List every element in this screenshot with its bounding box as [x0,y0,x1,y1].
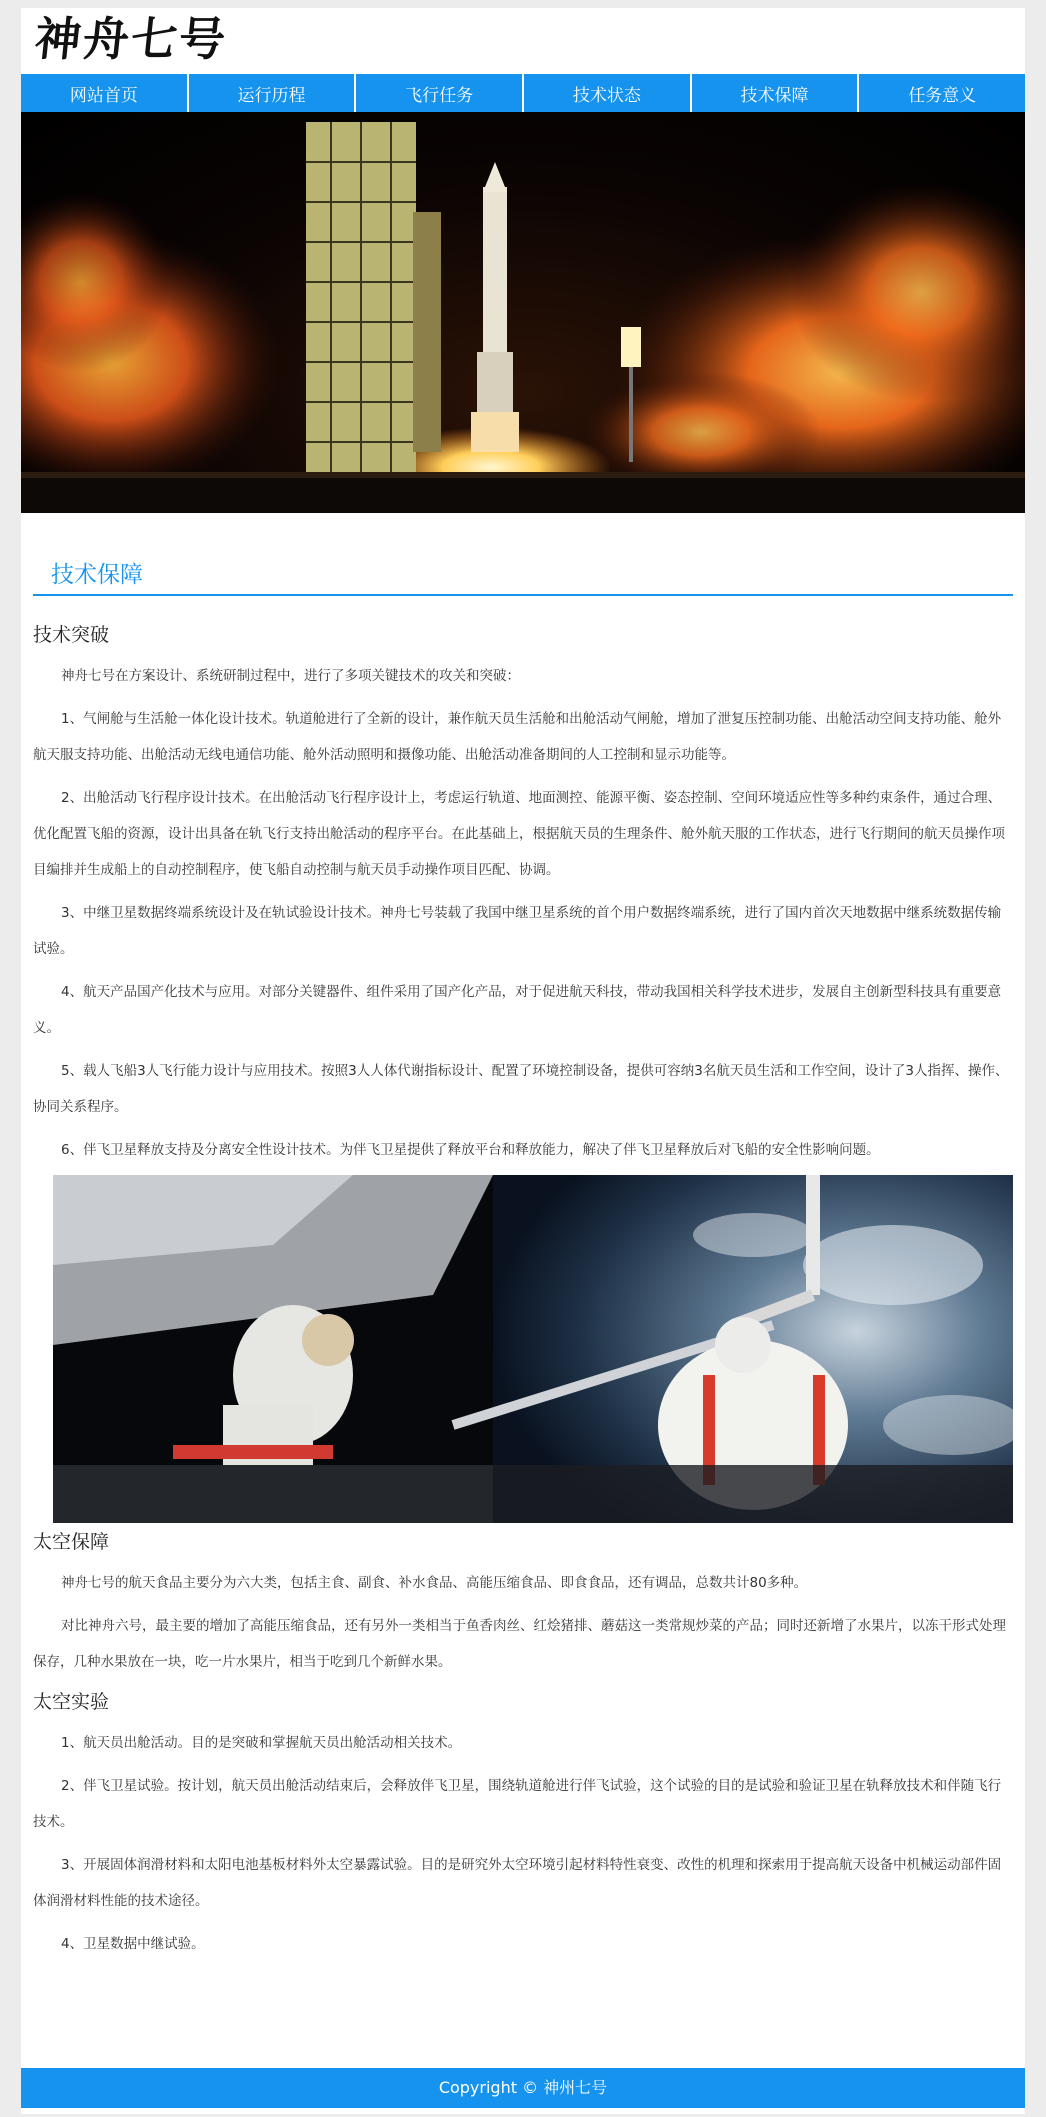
site-logo[interactable]: 神舟七号 [32,12,230,66]
paragraph: 神舟七号在方案设计、系统研制过程中，进行了多项关键技术的攻关和突破： [61,668,520,684]
footer-copyright: Copyright © 神州七号 [21,2068,1025,2108]
paragraph: 3、中继卫星数据终端系统设计及在轨试验设计技术。神舟七号装载了我国中继卫星系统的首个用户数据终端系统，进行了国内首次天地数据中继系统数据传输试验。 [33,905,1002,957]
heading-breakthrough: 技术突破 [33,624,110,646]
paragraph: 2、出舱活动飞行程序设计技术。在出舱活动飞行程序设计上，考虑运行轨道、地面测控、能源平衡、姿态控制、空间环境适应性等多种约束条件，通过合理、优化配置飞船的资源，设计出具备在轨飞行支持出舱活动的程序平台。在此基础上，根据航天员的生理条件、舱外航天服的工作状态，进行飞行期间的航天员操作项目编排并生成船上的自动控制程序，使飞船自动控制与航天员手动操作项目匹配、协调。 [33,790,1005,878]
paragraph: 4、卫星数据中继试验。 [61,1936,205,1952]
paragraph: 4、航天产品国产化技术与应用。对部分关键器件、组件采用了国产化产品，对于促进航天科技，带动我国相关科学技术进步，发展自主创新型科技具有重要意义。 [33,984,1002,1036]
nav-item-history[interactable]: 运行历程 [189,74,357,118]
paragraph: 1、航天员出舱活动。目的是突破和掌握航天员出舱活动相关技术。 [61,1735,462,1751]
paragraph: 6、伴飞卫星释放支持及分离安全性设计技术。为伴飞卫星提供了释放平台和释放能力，解决了伴飞卫星释放后对飞船的安全性影响问题。 [61,1142,880,1158]
nav-item-significance[interactable]: 任务意义 [908,86,977,106]
nav-item-tech-status[interactable]: 技术状态 [524,74,692,118]
heading-space-support: 太空保障 [33,1531,110,1553]
page-container [21,8,1025,2114]
section-divider [33,594,1013,596]
rocket-launch-photo [21,112,1025,513]
heading-space-experiments: 太空实验 [33,1691,110,1713]
article-content [33,620,1013,1969]
nav-item-mission[interactable]: 飞行任务 [356,74,524,118]
spacewalk-illustration [53,1175,1013,1523]
rocket-launch-illustration [21,112,1025,513]
spacewalk-photo [53,1175,1013,1523]
paragraph: 神舟七号的航天食品主要分为六大类，包括主食、副食、补水食品、高能压缩食品、即食食品，还有调品，总数共计80多种。 [61,1575,808,1591]
paragraph: 1、气闸舱与生活舱一体化设计技术。轨道舱进行了全新的设计，兼作航天员生活舱和出舱活动气闸舱，增加了泄复压控制功能、出舱活动空间支持功能、舱外航天服支持功能、出舱活动无线电通信功能、舱外活动照明和摄像功能、出舱活动准备期间的人工控制和显示功能等。 [33,711,1002,763]
paragraph: 3、开展固体润滑材料和太阳电池基板材料外太空暴露试验。目的是研究外太空环境引起材料特性衰变、改性的机理和探索用于提高航天设备中机械运动部件固体润滑材料性能的技术途径。 [33,1857,1002,1909]
nav-item-tech-support[interactable]: 技术保障 [692,74,860,118]
paragraph: 2、伴飞卫星试验。按计划，航天员出舱活动结束后，会释放伴飞卫星，围绕轨道舱进行伴飞试验，这个试验的目的是试验和验证卫星在轨释放技术和伴随飞行技术。 [33,1778,1002,1830]
section-title: 技术保障 [51,562,143,588]
paragraph: 对比神舟六号，最主要的增加了高能压缩食品，还有另外一类相当于鱼香肉丝、红烩猪排、蘑菇这一类常规炒菜的产品；同时还新增了水果片，以冻干形式处理保存，几种水果放在一块，吃一片水果片，相当于吃到几个新鲜水果。 [33,1618,1006,1670]
paragraph: 5、载人飞船3人飞行能力设计与应用技术。按照3人人体代谢指标设计、配置了环境控制设备，提供可容纳3名航天员生活和工作空间，设计了3人指挥、操作、协同关系程序。 [33,1063,1009,1115]
nav-item-home[interactable]: 网站首页 [21,74,189,118]
